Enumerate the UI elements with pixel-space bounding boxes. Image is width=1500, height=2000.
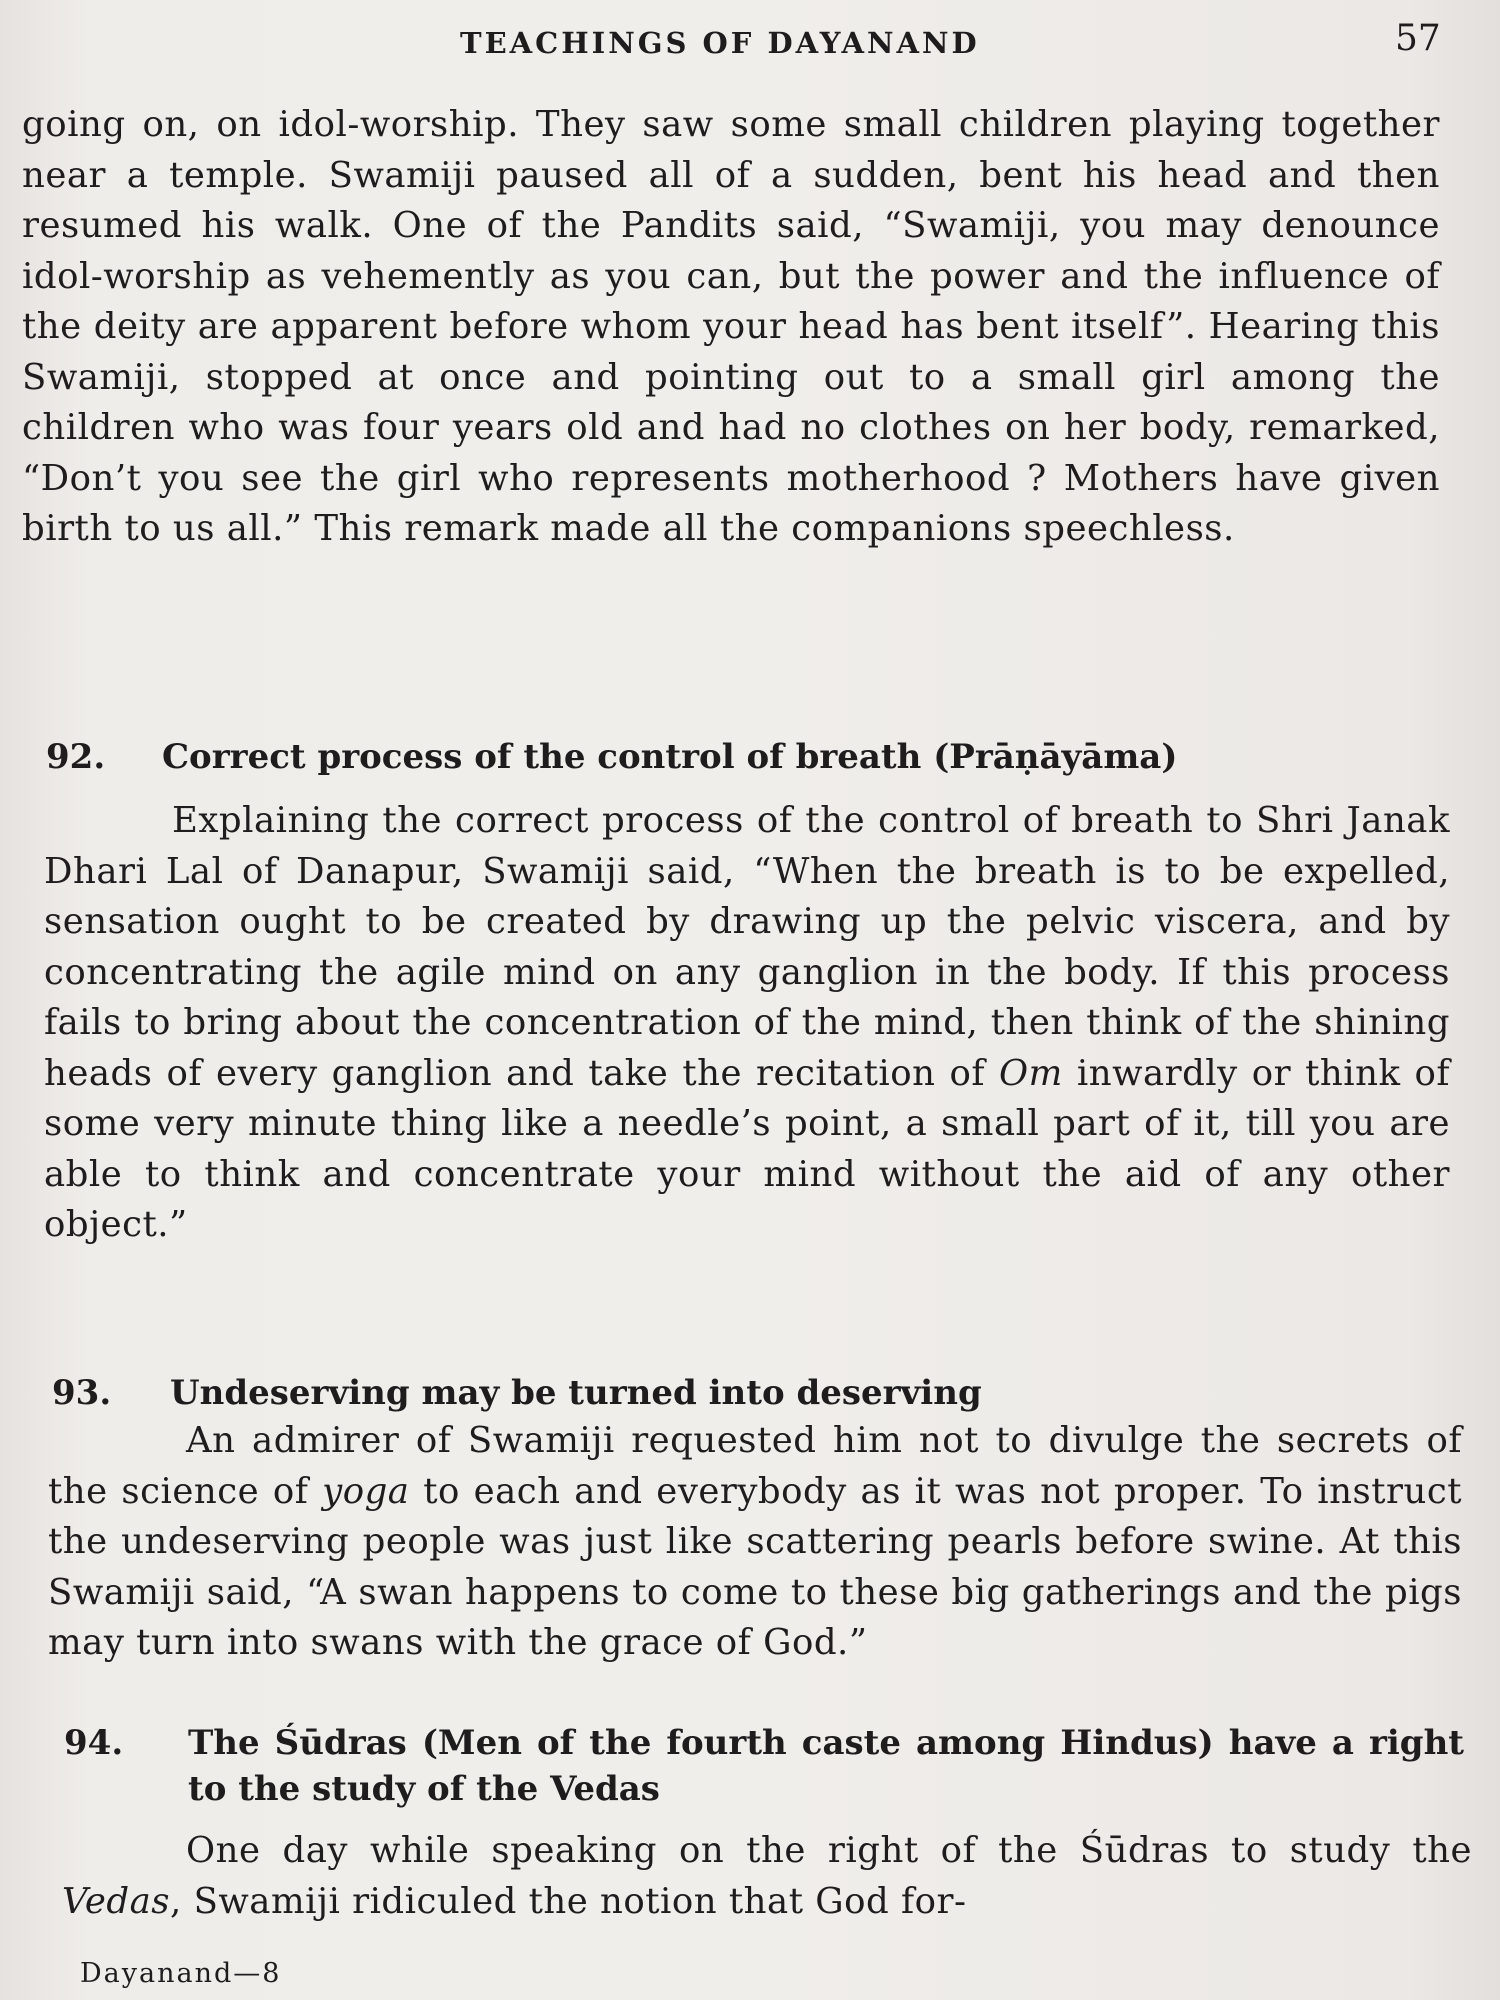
paragraph-text: One day while speaking on the right of the Śūdras to study the bbox=[186, 1830, 1472, 1871]
section-93-heading bbox=[52, 1370, 1352, 1416]
section-94-heading bbox=[64, 1720, 1464, 1812]
section-number: 92. bbox=[46, 737, 106, 777]
section-93-paragraph bbox=[48, 1416, 1462, 1669]
paragraph-text: inwardly or think of some very minute thing like a needle’s point, a small part of it, till you are able to think and concentrate your mind without the aid of any other object.” bbox=[44, 1052, 1450, 1245]
page-number: 57 bbox=[1395, 18, 1441, 59]
section-92-paragraph bbox=[44, 796, 1450, 1251]
section-title: Undeserving may be turned into deserving bbox=[170, 1373, 982, 1413]
italic-term: yoga bbox=[322, 1470, 410, 1512]
intro-paragraph: going on, on idol-worship. They saw some small children playing together near a temple. Swamiji paused all of a sudden, bent his head and then resumed his walk. One of the Pandits said, “Swamiji, you may denounce idol-worship as vehemently as you can, but the power and the influence of the deity are apparent before whom your head has bent itself”. Hearing this Swamiji, stopped at once and pointing out to a small girl among the children who was four years old and had no clothes on her body, remarked, “Don’t you see the girl who represents motherhood ? Mothers have given birth to us all.” This remark made all the companions speechless. bbox=[22, 104, 1440, 549]
paragraph-text: to each and everybody as it was not proper. To instruct the undeserving people was just like scattering pearls before swine. At this Swamiji said, “A swan happens to come to these big gatherings and the pigs may turn into swans with the grace of God.” bbox=[48, 1470, 1462, 1663]
italic-term: Om bbox=[999, 1052, 1063, 1094]
section-number: 93. bbox=[52, 1373, 112, 1413]
paragraph-text: Explaining the correct process of the control of breath to Shri Janak Dhari Lal of Danapur, Swamiji said, “When the breath is to be expelled, sensation ought to be created by drawing up the pelvic viscera, and by concentrating the agile mind on any ganglion in the body. If this process fails to bring about the concentration of the mind, then think of the shining heads of every ganglion and take the recitation of bbox=[44, 800, 1450, 1094]
section-94-paragraph bbox=[62, 1826, 1472, 1927]
paragraph-text: , Swamiji ridiculed the notion that God for- bbox=[170, 1880, 967, 1922]
section-title: Correct process of the control of breath (Prāṇāyāma) bbox=[162, 737, 1178, 777]
italic-term: Vedas bbox=[62, 1880, 170, 1922]
section-title: The Śūdras (Men of the fourth caste among Hindus) have a right to the study of the Vedas bbox=[188, 1723, 1464, 1809]
running-head: TEACHINGS OF DAYANAND bbox=[460, 26, 980, 60]
section-number: 94. bbox=[64, 1723, 124, 1763]
paragraph-text: An admirer of Swamiji requested him not to divulge the secrets of the science of bbox=[48, 1420, 1462, 1512]
section-92-heading bbox=[46, 734, 1346, 780]
signature-mark: Dayanand—8 bbox=[80, 1958, 282, 1989]
